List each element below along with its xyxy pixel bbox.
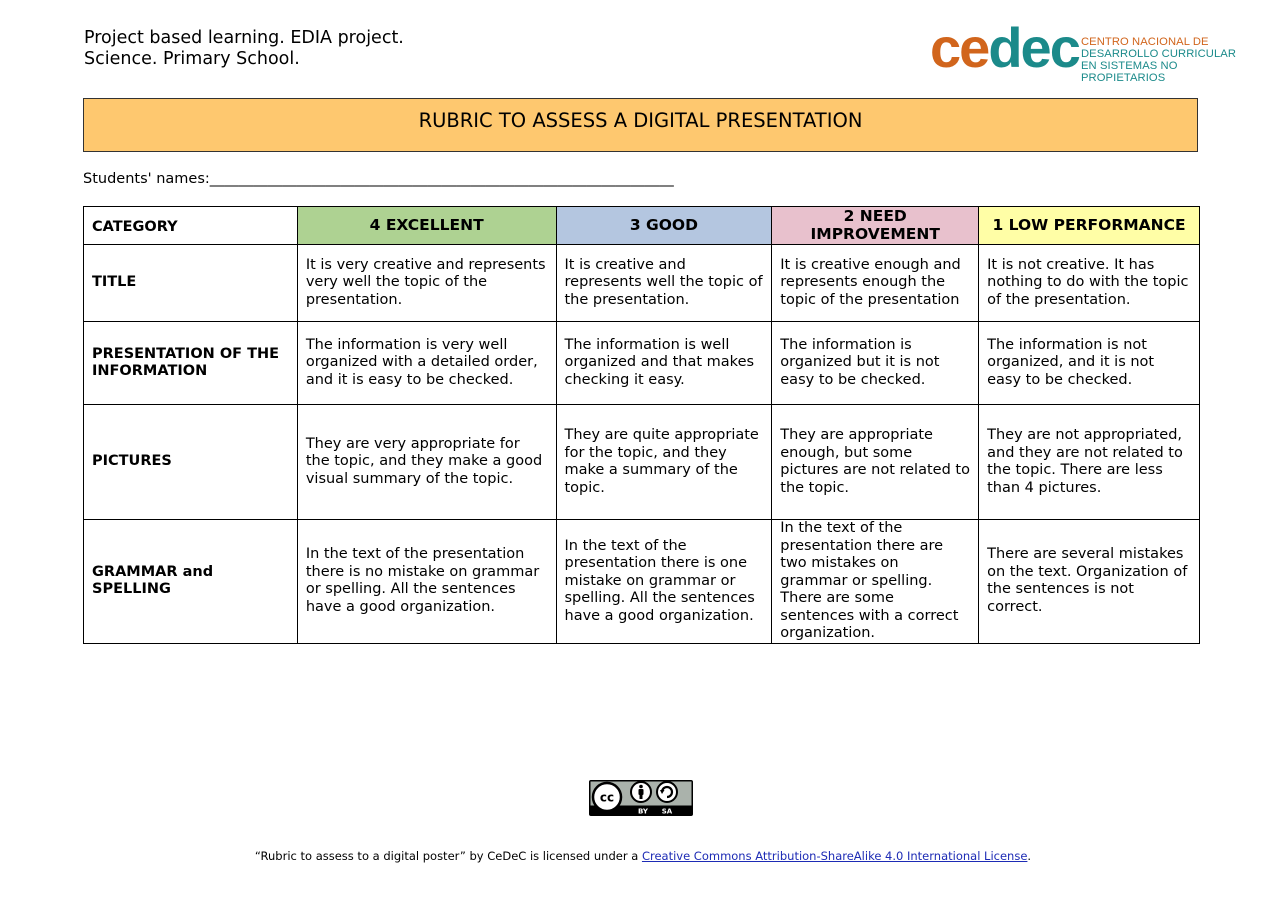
logo-wordmark: cedec [930,16,1079,79]
table-row [84,405,1200,520]
header-good: 3 GOOD [556,207,772,245]
table-cell: It is not creative. It has nothing to do with the topic of the presentation. [979,245,1200,322]
license-footer [0,849,1286,863]
license-suffix: . [1027,849,1032,863]
header-excellent: 4 EXCELLENT [297,207,556,245]
header-line-2: Science. Primary School. [84,49,300,69]
rubric-title: RUBRIC TO ASSESS A DIGITAL PRESENTATION [83,98,1198,152]
row-label-grammar: GRAMMAR and SPELLING [84,520,298,644]
table-cell: In the text of the presentation there is no mistake on grammar or spelling. All the sentences have a good organization. [297,520,556,644]
table-cell: The information is organized but it is not easy to be checked. [772,322,979,405]
svg-text:cc: cc [599,790,615,805]
header-line-1: Project based learning. EDIA project. [84,28,404,48]
header-need-improvement: 2 NEED IMPROVEMENT [772,207,979,245]
table-cell: It is creative enough and represents enough the topic of the presentation [772,245,979,322]
students-names-field: Students' names:________________________________________________________________ [83,171,674,187]
rubric-table [83,206,1200,644]
table-cell: In the text of the presentation there is one mistake on grammar or spelling. All the sentences have a good organization. [556,520,772,644]
table-row [84,322,1200,405]
table-row [84,520,1200,644]
document-header [84,28,404,70]
row-label-presentation: PRESENTATION OF THE INFORMATION [84,322,298,405]
table-cell: In the text of the presentation there are two mistakes on grammar or spelling. There are some sentences with a correct organization. [772,520,979,644]
badge-sa-label: SA [661,807,673,816]
table-row [84,245,1200,322]
table-cell: They are very appropriate for the topic, and they make a good visual summary of the topic. [297,405,556,520]
table-cell: It is very creative and represents very well the topic of the presentation. [297,245,556,322]
sa-icon [657,782,677,802]
table-cell: There are several mistakes on the text. Organization of the sentences is not correct. [979,520,1200,644]
row-label-title: TITLE [84,245,298,322]
table-cell: It is creative and represents well the topic of the presentation. [556,245,772,322]
by-icon [631,782,651,802]
badge-by-label: BY [637,807,649,816]
cc-by-sa-badge[interactable] [589,780,693,816]
header-low-performance: 1 LOW PERFORMANCE [979,207,1200,245]
header-category: CATEGORY [84,207,298,245]
table-cell: They are not appropriated, and they are not related to the topic. There are less than 4 pictures. [979,405,1200,520]
table-cell: They are quite appropriate for the topic, and they make a summary of the topic. [556,405,772,520]
logo-sub-line-3: EN SISTEMAS NO PROPIETARIOS [1081,60,1178,84]
logo-sub-line-2: DESARROLLO CURRICULAR [1081,48,1237,60]
table-cell: The information is not organized, and it is not easy to be checked. [979,322,1200,405]
logo-sub-line-1: CENTRO NACIONAL DE [1081,36,1209,48]
row-label-pictures: PICTURES [84,405,298,520]
cedec-logo [930,16,1260,84]
license-link[interactable]: Creative Commons Attribution-ShareAlike 4.0 International License [641,849,1028,863]
logo-subtitle [1081,36,1260,84]
table-cell: The information is very well organized with a detailed order, and it is easy to be checked. [297,322,556,405]
license-prefix: “Rubric to assess to a digital poster” by CeDeC is licensed under a [254,849,642,863]
table-header-row [84,207,1200,245]
table-cell: The information is well organized and that makes checking it easy. [556,322,772,405]
table-cell: They are appropriate enough, but some pictures are not related to the topic. [772,405,979,520]
